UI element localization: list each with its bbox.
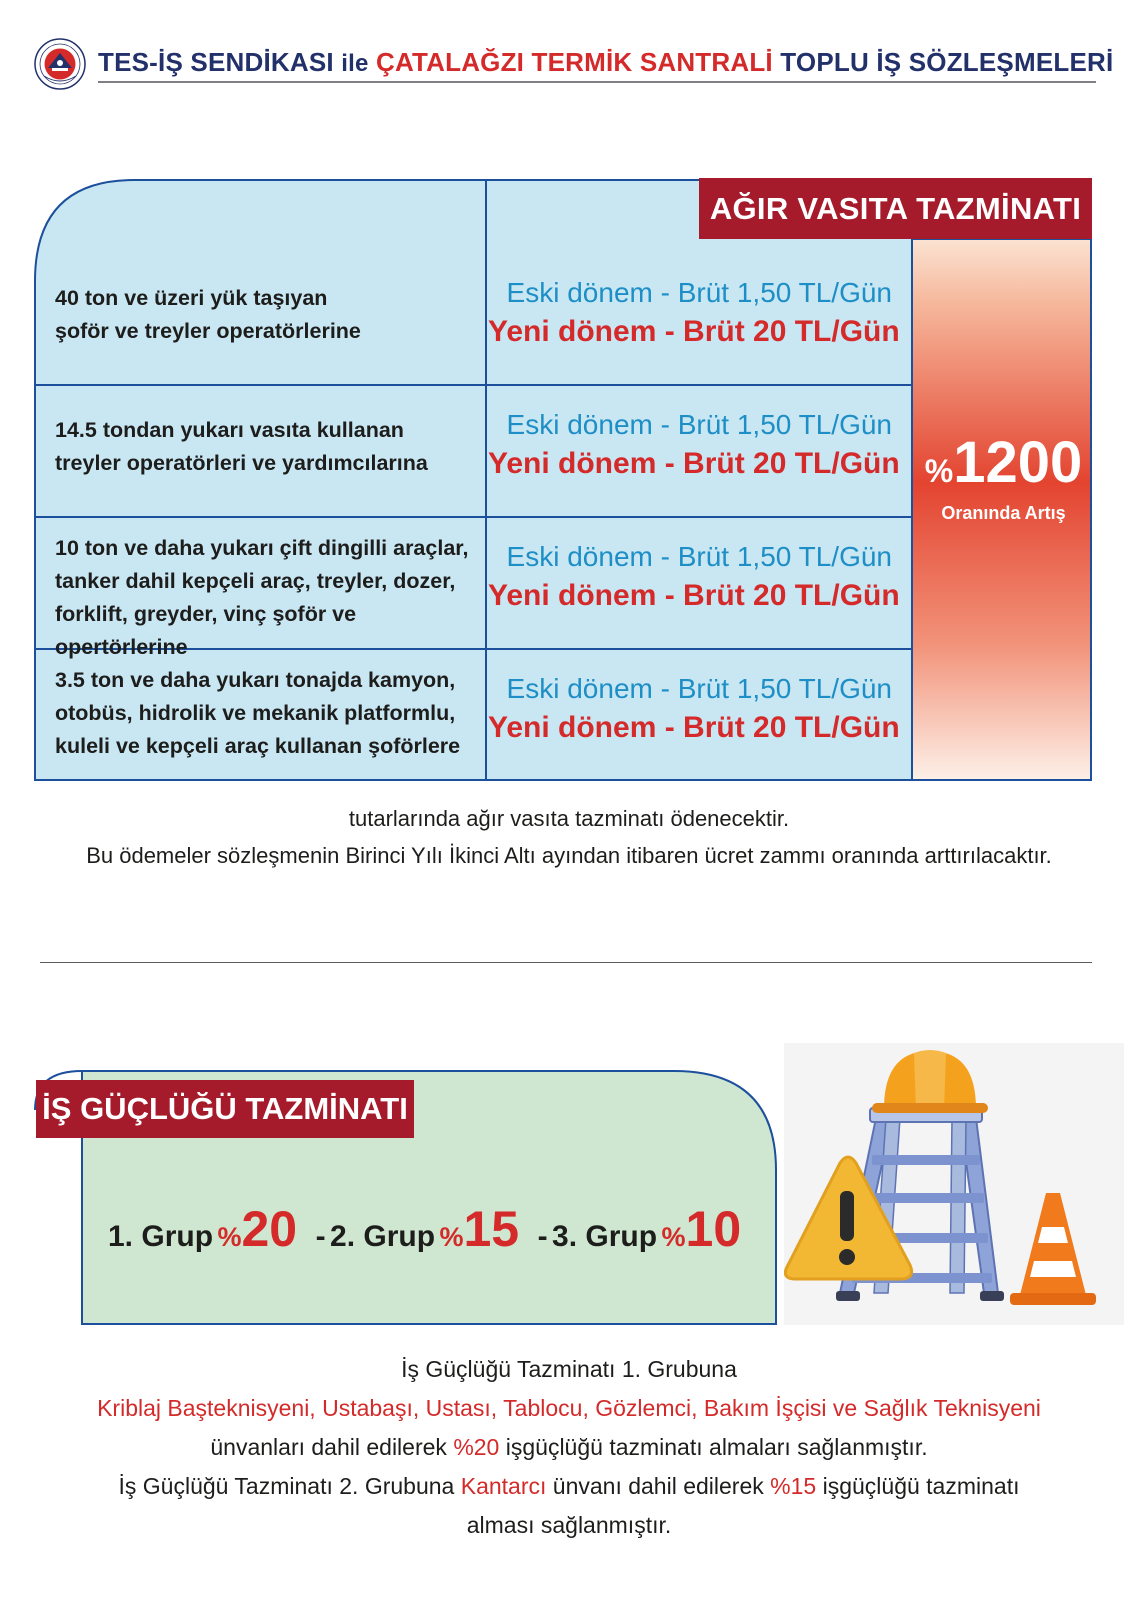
note-text: ünvanları dahil edilerek — [210, 1434, 447, 1460]
row-2-line: treyler operatörleri ve yardımcılarına — [55, 451, 428, 475]
new-rate: Yeni dönem - Brüt 20 TL/Gün — [488, 447, 900, 480]
safety-warning-ladder-illustration — [784, 1043, 1124, 1325]
new-rate: Yeni dönem - Brüt 20 TL/Gün — [488, 579, 900, 612]
row-2-rates — [488, 408, 900, 486]
row-4-line: kuleli ve kepçeli araç kullanan şoförlere — [55, 734, 461, 758]
old-rate: Eski dönem - Brüt 1,50 TL/Gün — [506, 541, 892, 572]
row-4-line: 3.5 ton ve daha yukarı tonajda kamyon, — [55, 668, 456, 692]
increase-figure — [915, 432, 1092, 502]
increase-symbol: % — [924, 453, 954, 489]
note-line-1: İş Güçlüğü Tazminatı 1. Grubuna — [401, 1356, 737, 1382]
header-subject: TOPLU İŞ SÖZLEŞMELERİ — [780, 47, 1114, 77]
new-rate: Yeni dönem - Brüt 20 TL/Gün — [488, 711, 900, 744]
row-4-rates — [488, 672, 900, 750]
group-1-percent: 20 — [241, 1201, 298, 1257]
note-percent: %15 — [770, 1473, 817, 1499]
vasita-note-2: Bu ödemeler sözleşmenin Birinci Yılı İkinci Altı ayından itibaren ücret zammı oranında arttırılacaktır. — [86, 843, 1052, 868]
note-line-3 — [0, 1428, 1138, 1467]
header-title — [98, 44, 1113, 80]
header-connector: ile — [341, 50, 369, 77]
group-separator: - — [315, 1220, 326, 1253]
row-1-description — [55, 282, 485, 348]
guclugu-title-banner: İŞ GÜÇLÜĞÜ TAZMİNATI — [36, 1080, 414, 1138]
old-rate: Eski dönem - Brüt 1,50 TL/Gün — [506, 673, 892, 704]
group-1-label: 1. Grup — [108, 1220, 214, 1253]
row-3-line: tanker dahil kepçeli araç, treyler, dozer, — [55, 569, 456, 593]
group-3-label: 3. Grup — [552, 1220, 658, 1253]
percent-symbol: % — [217, 1222, 242, 1252]
note-text: ünvanı dahil edilerek — [552, 1473, 764, 1499]
vasita-note-1: tutarlarında ağır vasıta tazminatı ödenecektir. — [348, 806, 790, 831]
group-3-percent: 10 — [685, 1201, 742, 1257]
header-rule — [98, 81, 1096, 83]
row-3-line: 10 ton ve daha yukarı çift dingilli araçlar, — [55, 536, 469, 560]
percent-symbol: % — [661, 1222, 686, 1252]
row-3-description — [55, 532, 485, 664]
note-line-2: Kriblaj Başteknisyeni, Ustabaşı, Ustası, Tablocu, Gözlemci, Bakım İşçisi ve Sağlık Teknisyeni — [97, 1395, 1041, 1421]
row-3-line: forklift, greyder, vinç şoför ve opertörlerine — [55, 602, 357, 659]
row-1-rates — [488, 276, 900, 354]
row-2-line: 14.5 tondan yukarı vasıta kullanan — [55, 418, 404, 442]
increase-box — [915, 432, 1092, 524]
note-text: işgüçlüğü tazminatı — [822, 1473, 1020, 1499]
group-separator: - — [537, 1220, 548, 1253]
note-line-5: alması sağlanmıştır. — [466, 1512, 672, 1538]
row-4-description — [55, 664, 485, 763]
vasita-title-banner: AĞIR VASITA TAZMİNATI — [699, 178, 1092, 239]
header-union: TES-İŞ SENDİKASI — [98, 47, 334, 77]
row-1-line: 40 ton ve üzeri yük taşıyan — [55, 286, 328, 310]
row-2-description — [55, 414, 485, 480]
row-3-rates — [488, 540, 900, 618]
old-rate: Eski dönem - Brüt 1,50 TL/Gün — [506, 409, 892, 440]
note-text: İş Güçlüğü Tazminatı 2. Grubuna — [118, 1473, 455, 1499]
note-text: işgüçlüğü tazminatı almaları sağlanmıştır. — [505, 1434, 928, 1460]
note-title: Kantarcı — [460, 1473, 547, 1499]
group-2-label: 2. Grup — [330, 1220, 436, 1253]
old-rate: Eski dönem - Brüt 1,50 TL/Gün — [506, 277, 892, 308]
percent-symbol: % — [439, 1222, 464, 1252]
header-plant: ÇATALAĞZI TERMİK SANTRALİ — [375, 47, 773, 77]
row-1-line: şoför ve treyler operatörlerine — [55, 319, 361, 343]
new-rate: Yeni dönem - Brüt 20 TL/Gün — [488, 315, 900, 348]
increase-value: 1200 — [953, 430, 1083, 495]
union-seal-logo — [34, 38, 86, 90]
note-percent: %20 — [453, 1434, 500, 1460]
group-2-percent: 15 — [463, 1201, 520, 1257]
row-4-line: otobüs, hidrolik ve mekanik platformlu, — [55, 701, 456, 725]
note-line-4 — [0, 1467, 1138, 1506]
section-divider — [40, 962, 1092, 963]
guclugu-notes — [0, 1350, 1138, 1545]
group-rates — [108, 1196, 741, 1262]
increase-label: Oranında Artış — [941, 503, 1066, 523]
